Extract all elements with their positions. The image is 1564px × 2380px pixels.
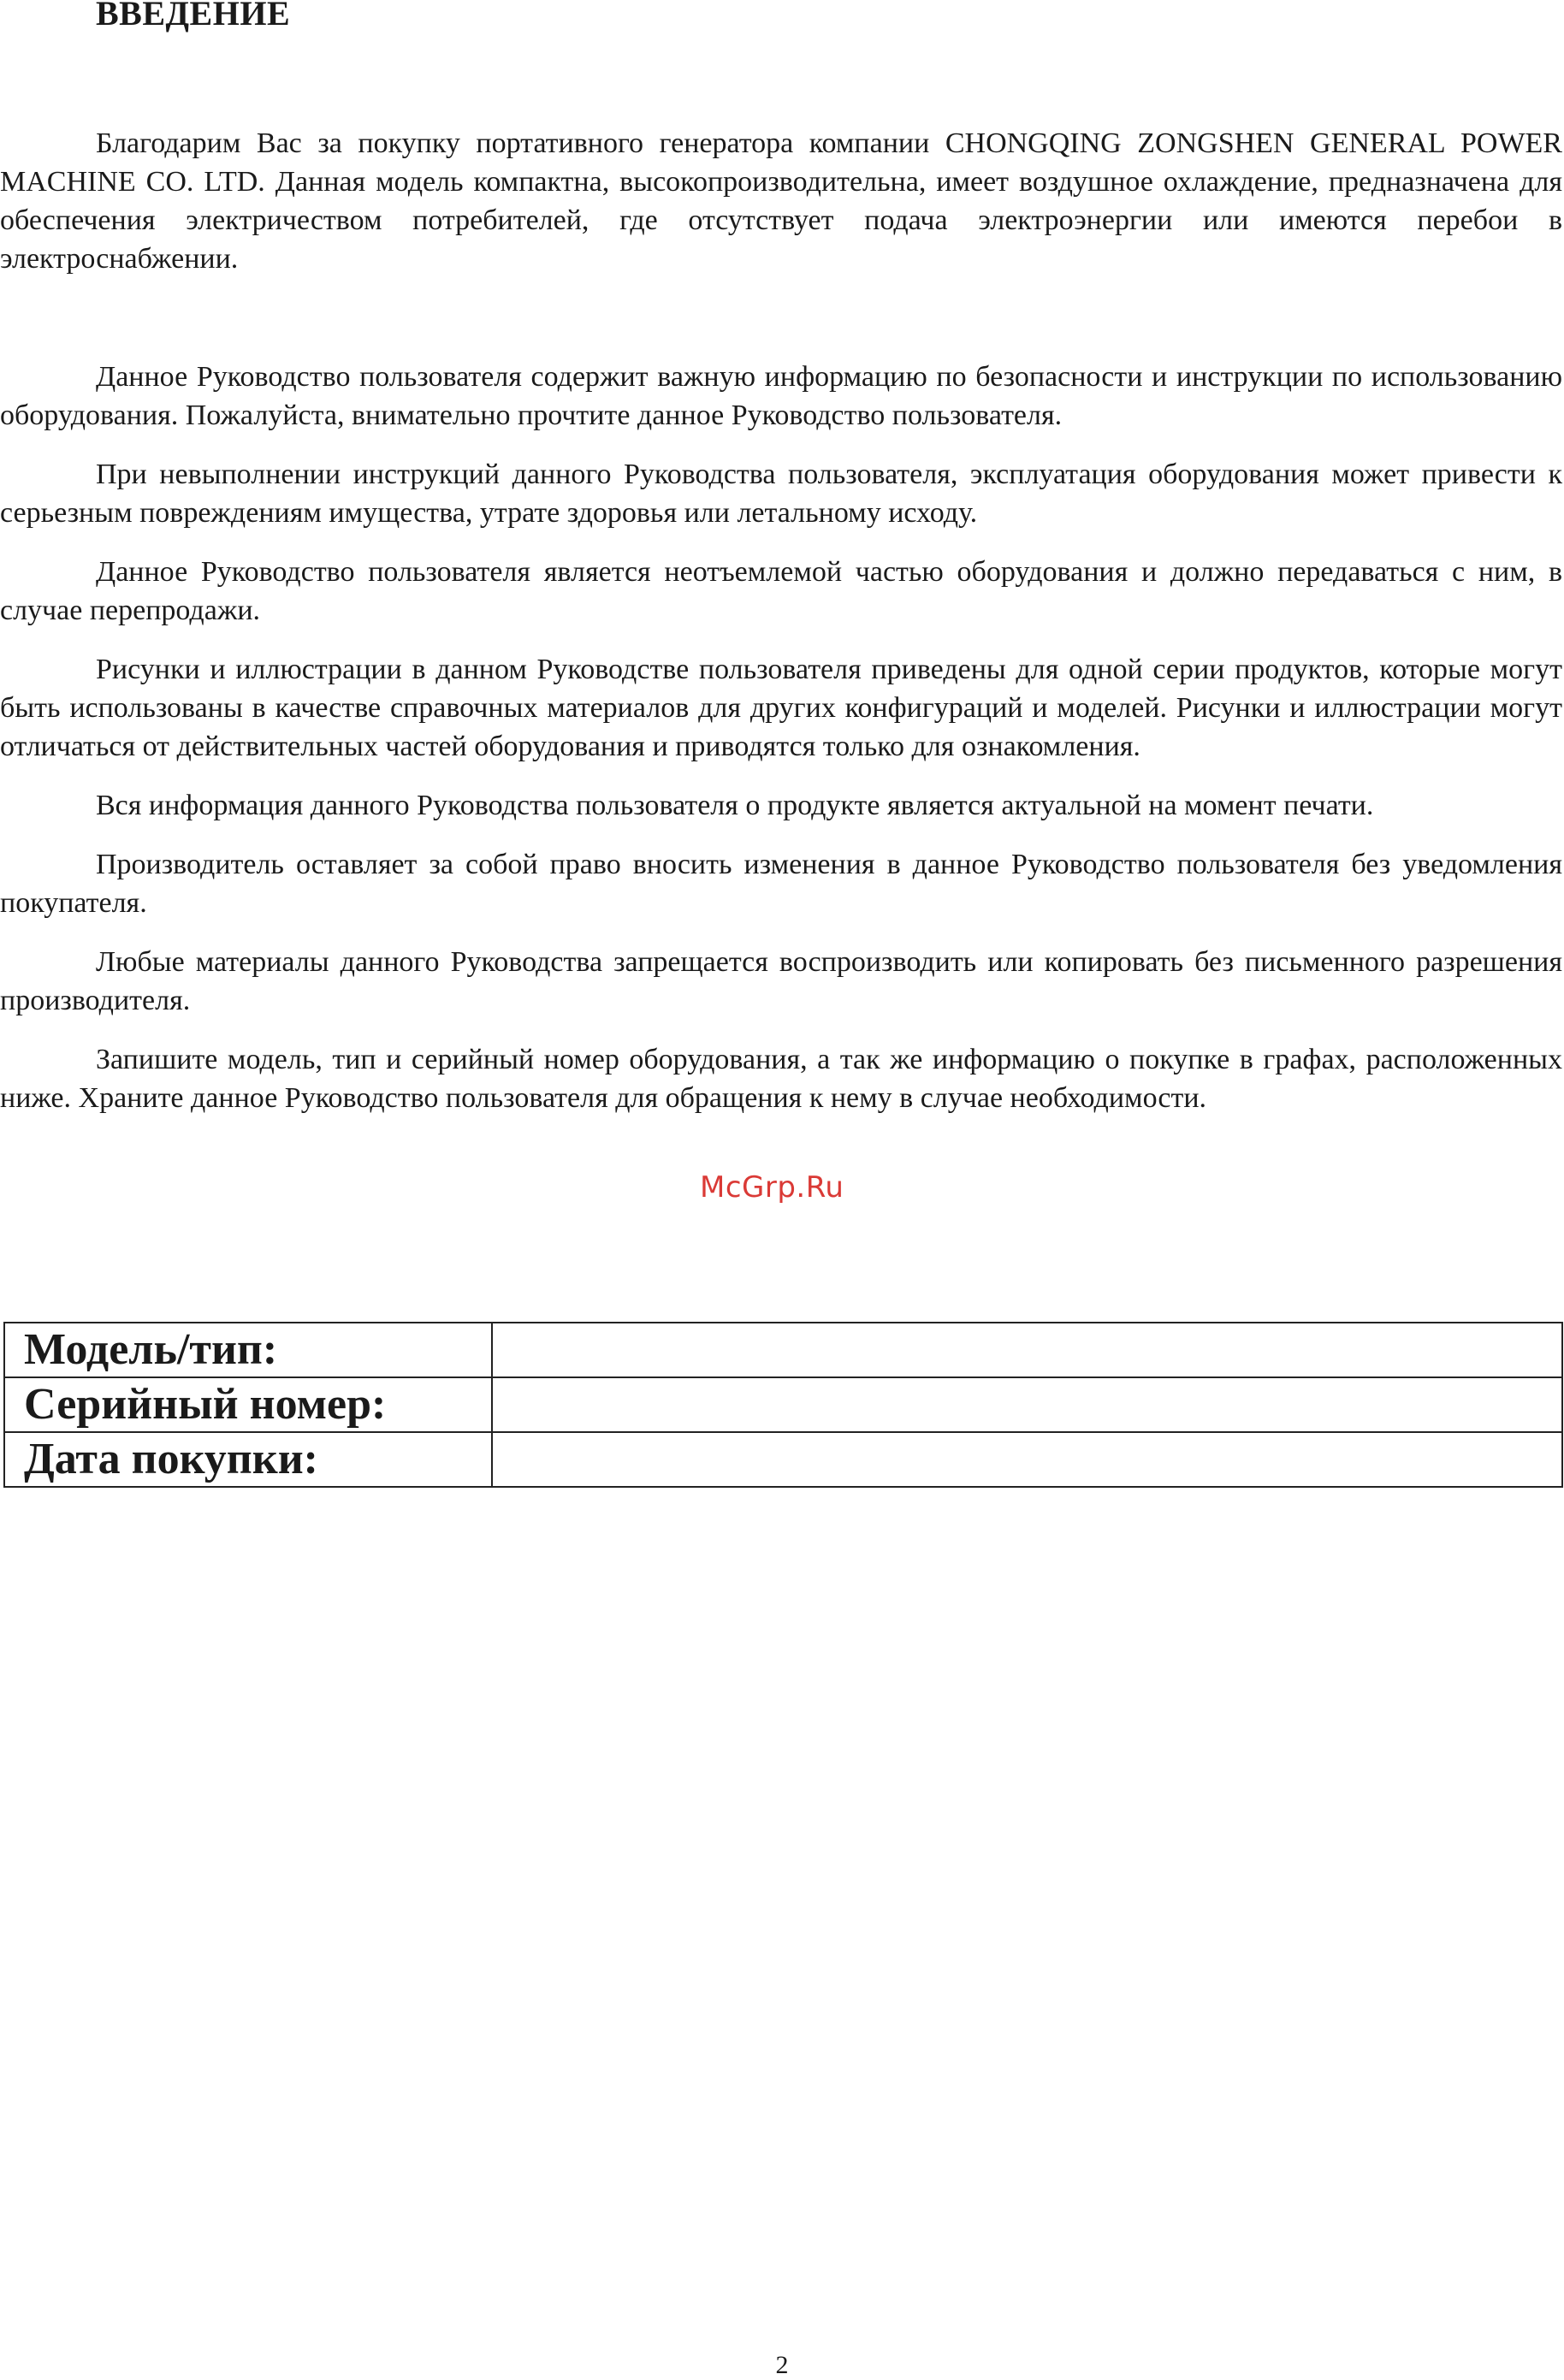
model-type-field[interactable]	[492, 1323, 1562, 1377]
paragraph: Вся информация данного Руководства пользователя о продукте является актуальной на момент печати.	[96, 790, 1374, 821]
paragraph: Данное Руководство пользователя является неотъемлемой частью оборудования и должно передаваться с ним, в случае перепродажи.	[0, 556, 1562, 626]
watermark: McGrp.Ru	[700, 1170, 844, 1205]
serial-number-label: Серийный номер:	[4, 1377, 492, 1432]
paragraph: Любые материалы данного Руководства запрещается воспроизводить или копировать без письменного разрешения производителя.	[0, 946, 1562, 1016]
paragraph: Производитель оставляет за собой право вносить изменения в данное Руководство пользователя без уведомления покупателя.	[0, 849, 1562, 919]
paragraph: Благодарим Вас за покупку портативного генератора компании CHONGQING ZONGSHEN GENERAL POWER MACHINE CO. LTD. Данная модель компактна, высокопроизводительна, имеет воздушное охлаждение, предназначена для обеспечения электричеством потребителей, где отсутствует подача электроэнергии или имеются перебои в электроснабжении.	[0, 127, 1562, 275]
main-paragraphs	[0, 358, 1562, 1117]
serial-number-field[interactable]	[492, 1377, 1562, 1432]
model-type-label: Модель/тип:	[4, 1323, 492, 1377]
paragraph: Рисунки и иллюстрации в данном Руководстве пользователя приведены для одной серии продуктов, которые могут быть использованы в качестве справочных материалов для других конфигураций и моделей. Рисунки и иллюстрации могут отличаться от действительных частей оборудования и приводятся только для ознакомления.	[0, 654, 1562, 762]
paragraph: Запишите модель, тип и серийный номер оборудования, а так же информацию о покупке в графах, расположенных ниже. Храните данное Руководство пользователя для обращения к нему в случае необходимости.	[0, 1044, 1562, 1114]
purchase-date-field[interactable]	[492, 1432, 1562, 1487]
purchase-date-label: Дата покупки:	[4, 1432, 492, 1487]
intro-paragraphs	[0, 124, 1562, 278]
table-row	[4, 1323, 1562, 1377]
paragraph: Данное Руководство пользователя содержит важную информацию по безопасности и инструкции по использованию оборудования. Пожалуйста, внимательно прочтите данное Руководство пользователя.	[0, 361, 1562, 431]
page-number: 2	[775, 2351, 789, 2379]
table-row	[4, 1377, 1562, 1432]
section-heading: ВВЕДЕНИЕ	[96, 0, 291, 33]
table-row	[4, 1432, 1562, 1487]
record-table	[3, 1322, 1563, 1488]
paragraph: При невыполнении инструкций данного Руководства пользователя, эксплуатация оборудования может привести к серьезным повреждениям имущества, утрате здоровья или летальному исходу.	[0, 459, 1562, 529]
